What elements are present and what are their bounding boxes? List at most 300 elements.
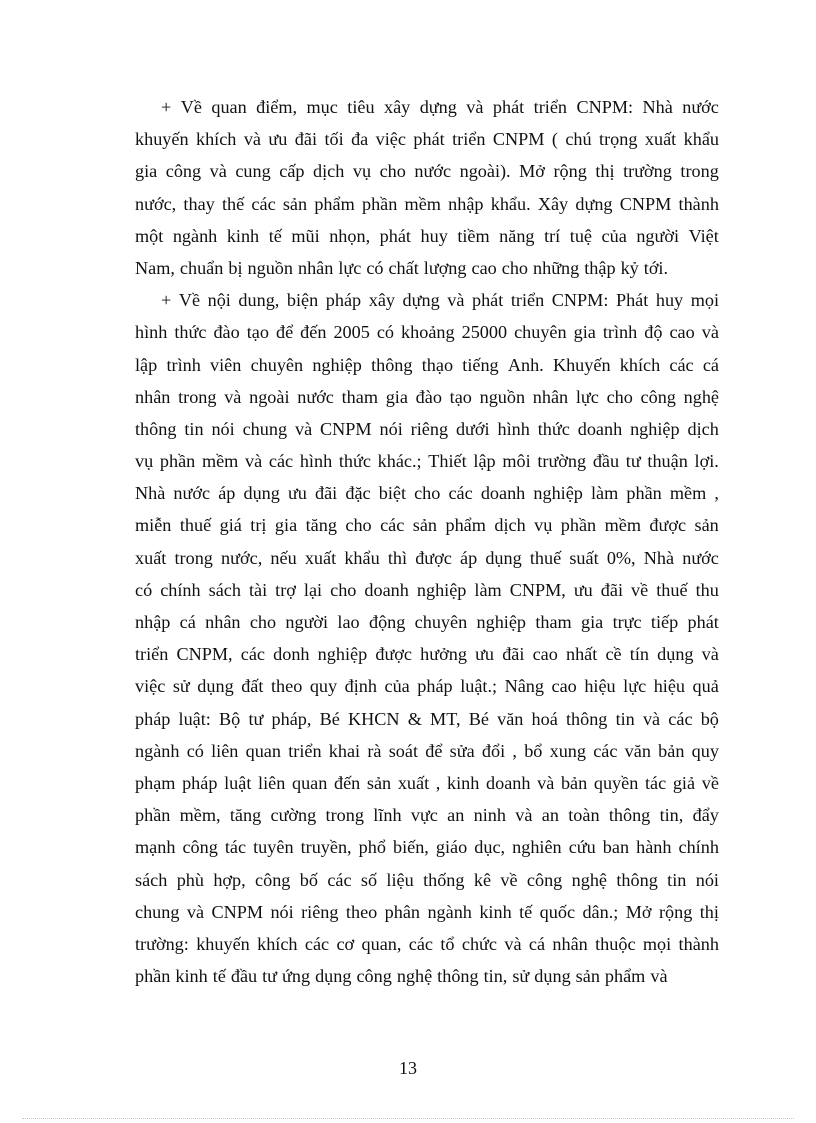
word: tế (519, 901, 533, 922)
word: Nhà (643, 547, 675, 568)
word: Anh. (507, 354, 544, 375)
word: các (668, 708, 693, 729)
word: lại (303, 579, 323, 600)
word: hình (497, 418, 530, 439)
word: tuệ (569, 225, 592, 246)
word: phần (159, 451, 196, 472)
word: nói (379, 418, 403, 439)
page-bottom-rule (22, 1118, 794, 1119)
text-line (135, 284, 719, 316)
word: nghiên (512, 837, 562, 858)
word: pháp, (271, 708, 312, 729)
word: tối (324, 129, 344, 150)
word: gia (135, 161, 158, 182)
word: phẩm (445, 515, 486, 536)
word: và (701, 644, 719, 665)
word: quy (309, 676, 338, 697)
word: năng (499, 225, 535, 246)
word: tin, (659, 805, 684, 826)
text-line (135, 477, 719, 509)
word: CNPM (619, 193, 672, 214)
word: dục, (474, 837, 506, 858)
word: thông (608, 805, 651, 826)
word: sản (575, 966, 600, 987)
word: xây (368, 290, 395, 311)
word: vụ (534, 515, 553, 536)
word: nhập (135, 612, 171, 632)
word: cho (330, 579, 357, 600)
word: mềm, (179, 805, 221, 826)
word: thế (221, 193, 245, 214)
word: mềm (404, 193, 441, 214)
word: cá (179, 612, 196, 632)
word: dân.; (582, 901, 619, 922)
word: văn (624, 740, 651, 761)
word: tin (184, 418, 204, 439)
word: huy (420, 225, 448, 246)
word: & (407, 708, 422, 729)
word: tế (268, 225, 282, 246)
word: khẩu (683, 129, 719, 150)
word: các (304, 933, 330, 954)
word: triển (452, 129, 486, 150)
word: và (224, 386, 242, 407)
text-line (135, 413, 719, 445)
word: lượng (423, 257, 467, 278)
text-line (135, 252, 719, 284)
word: nước (297, 386, 334, 407)
word: dụng (534, 966, 571, 987)
word: chung (135, 901, 180, 922)
word: tin, (483, 966, 508, 987)
word: nghiệp (416, 579, 467, 600)
word: mục (306, 97, 338, 117)
word: trường (623, 161, 672, 182)
word: soát (388, 740, 419, 761)
word: tham (535, 612, 572, 632)
word: nghiệp (630, 418, 680, 439)
word: bản (560, 772, 588, 793)
word: an (447, 805, 465, 826)
word: dụng (485, 547, 522, 568)
word: hình (299, 451, 333, 472)
word: phân (384, 901, 421, 922)
word: thành (678, 933, 719, 954)
word: quả (692, 676, 719, 697)
word: thuế (529, 547, 562, 568)
word: trình (166, 354, 201, 375)
word: kê (473, 869, 492, 890)
text-line (135, 960, 719, 992)
word: biện (286, 290, 319, 311)
word: được (415, 547, 452, 568)
word: làm (591, 483, 619, 504)
word: Bộ (219, 708, 241, 729)
word: Nhà (642, 97, 673, 117)
word: nước, (135, 193, 177, 214)
word: giáo (435, 837, 468, 858)
word: phẩm (314, 193, 355, 214)
word: miễn (135, 515, 172, 536)
word: trong (178, 386, 217, 407)
word: kinh (226, 225, 260, 246)
word: cơ (336, 933, 355, 954)
word: cho (501, 257, 529, 278)
word: thạo (421, 354, 454, 375)
word: có (135, 579, 153, 600)
word: lực (623, 676, 647, 697)
word: vụ (135, 451, 154, 472)
word: đổi (481, 740, 506, 761)
word: việc (135, 676, 166, 697)
word: thuộc (595, 933, 636, 954)
word: làm (474, 579, 502, 600)
word: gia (385, 386, 408, 407)
word: phần (560, 515, 597, 536)
word: tạo (246, 322, 269, 343)
word: dịch (494, 515, 526, 536)
word: doanh (577, 418, 623, 439)
word: nói (695, 869, 719, 890)
word: thì (387, 547, 408, 568)
word: xung (549, 740, 586, 761)
word: ưu (268, 129, 288, 150)
word: thuận (647, 451, 688, 472)
word: nhân (135, 386, 171, 407)
word: lực (338, 257, 362, 278)
word: sản (694, 515, 719, 536)
word: ưu (475, 644, 495, 665)
word: triển (135, 644, 169, 665)
word: KHCN (348, 708, 400, 729)
word: để (275, 322, 294, 343)
word: phát (492, 97, 525, 117)
word: xuất (135, 547, 167, 568)
word: trong (325, 805, 364, 826)
word: xuất (397, 772, 430, 793)
word: nghệ (396, 966, 433, 987)
word: pháp (325, 290, 362, 311)
text-line (135, 123, 719, 155)
word: Về (178, 290, 201, 311)
word: được (649, 515, 687, 536)
text-line (135, 896, 719, 928)
word: phát (413, 129, 445, 150)
word: rộng (553, 161, 587, 182)
word: phù (176, 869, 204, 890)
word: nước (173, 483, 211, 504)
word: nhân (552, 933, 588, 954)
word: an (541, 805, 559, 826)
word: thị (699, 901, 719, 922)
text-line (135, 606, 719, 638)
word: ứng (282, 966, 311, 987)
word: các (669, 354, 694, 375)
text-line (135, 316, 719, 348)
word: và (504, 933, 522, 954)
word: kỷ (620, 257, 639, 278)
word: giá (219, 515, 242, 536)
word: tư (262, 966, 278, 987)
word: chính (678, 837, 719, 858)
word: các (268, 451, 294, 472)
word: và (245, 451, 263, 472)
word: tác (644, 772, 667, 793)
word: theo (270, 676, 303, 697)
word: CNPM, (176, 644, 233, 665)
word: nói (211, 418, 235, 439)
word: , (512, 740, 517, 761)
word: tăng (229, 805, 262, 826)
text-line (135, 542, 719, 574)
text-line (135, 767, 719, 799)
word: đãi (502, 644, 525, 665)
word: chuẩn (179, 257, 224, 278)
word: sách (135, 869, 168, 890)
word: người (636, 225, 680, 246)
word: mềm (201, 451, 239, 472)
word: lực (575, 386, 599, 407)
word: liên (211, 740, 239, 761)
word: pháp (182, 772, 218, 793)
word: Bé (319, 708, 340, 729)
text-line (135, 349, 719, 381)
word: thức (338, 451, 371, 472)
word: khích (257, 933, 298, 954)
word: viên (210, 354, 242, 375)
word: nếu (270, 547, 297, 568)
word: động (368, 612, 406, 632)
word: trường: (135, 933, 189, 954)
text-line (135, 703, 719, 735)
body-text (135, 91, 719, 992)
word: thức (174, 322, 207, 343)
text-line (135, 799, 719, 831)
word: trình (602, 322, 638, 343)
word: thống (423, 869, 465, 890)
word: nước (682, 97, 719, 117)
word: đãi (294, 129, 318, 150)
word: có (376, 322, 395, 343)
word: bản (658, 740, 685, 761)
word: dụng (657, 644, 694, 665)
word: cao (532, 644, 558, 665)
word: cho (379, 161, 406, 182)
word: thuế (656, 579, 688, 600)
word: , (435, 772, 441, 793)
word: áp (460, 547, 478, 568)
word: CNPM, (509, 579, 566, 600)
word: cho (345, 515, 372, 536)
word: quan (245, 740, 281, 761)
word: CNPM (492, 129, 545, 150)
word: công (356, 966, 392, 987)
word: hiệu (653, 676, 686, 697)
word: nói (270, 901, 294, 922)
word: thông (371, 354, 413, 375)
word: xây (384, 97, 411, 117)
word: tới. (643, 257, 669, 278)
word: thông (616, 869, 658, 890)
word: mạnh (135, 837, 176, 858)
word: + (161, 290, 172, 311)
word: và (515, 805, 533, 826)
word: ngành (135, 740, 180, 761)
word: liệu (386, 869, 414, 890)
word: sản (366, 772, 392, 793)
word: phạm (135, 772, 176, 793)
word: văn (497, 708, 524, 729)
word: Việt (688, 225, 719, 246)
word: các (251, 193, 276, 214)
word: 0%, (606, 547, 636, 568)
word: nghiệp (533, 483, 583, 504)
word: và (466, 97, 484, 117)
word: và (447, 290, 465, 311)
word: dựng (402, 290, 440, 311)
word: tăng (305, 515, 337, 536)
word: cá (528, 933, 546, 954)
word: khuyến (196, 933, 250, 954)
word: Nâng (504, 676, 544, 697)
word: của (384, 676, 410, 697)
word: và (642, 708, 661, 729)
word: Bé (468, 708, 489, 729)
text-line (135, 864, 719, 896)
word: cá (702, 354, 719, 375)
word: tài (248, 579, 268, 600)
text-line (135, 509, 719, 541)
word: toàn (568, 805, 600, 826)
word: thu (695, 579, 719, 600)
word: ngoài). (459, 161, 511, 182)
word: mũi (291, 225, 320, 246)
word: phát (379, 225, 411, 246)
word: Thiết (428, 451, 467, 472)
word: sử (172, 676, 190, 697)
word: quyền (593, 772, 639, 793)
word: để (425, 740, 443, 761)
word: giả (672, 772, 696, 793)
word: phẩm (604, 966, 646, 987)
word: chuyên (514, 322, 567, 343)
text-line (135, 155, 719, 187)
word: phát (687, 612, 719, 632)
word: các (327, 869, 352, 890)
text-line (135, 445, 719, 477)
word: cề (605, 644, 622, 665)
word: riêng (301, 901, 339, 922)
word: khác.; (377, 451, 422, 472)
word: triển (510, 290, 545, 311)
word: ưu (287, 483, 307, 504)
word: Mở (519, 161, 545, 182)
word: CNPM (320, 418, 372, 439)
word: cao (471, 257, 497, 278)
word: dụng (197, 676, 234, 697)
word: của (601, 225, 627, 246)
word: rộng (658, 901, 693, 922)
word: , (714, 483, 719, 504)
word: cường (270, 805, 317, 826)
word: và (537, 772, 555, 793)
word: thành (678, 193, 719, 214)
word: sản (282, 193, 308, 214)
word: cho (414, 483, 441, 504)
word: CNPM: (551, 290, 609, 311)
word: lập (473, 451, 496, 472)
word: sản (412, 515, 438, 536)
word: nghiệp (317, 644, 368, 665)
word: và (701, 322, 719, 343)
word: phổ (358, 837, 386, 858)
word: gia (581, 612, 604, 632)
text-line (135, 831, 719, 863)
word: phần (135, 805, 171, 826)
word: trường (537, 451, 587, 472)
word: các (240, 644, 265, 665)
word: và (186, 901, 205, 922)
word: khích (195, 129, 237, 150)
word: tín (629, 644, 649, 665)
word: dịch (687, 418, 719, 439)
word: chuyên (414, 612, 468, 632)
word: về (701, 772, 719, 793)
page-number: 13 (399, 1058, 417, 1078)
word: có (186, 740, 204, 761)
word: quan (291, 772, 328, 793)
word: và (243, 129, 261, 150)
word: phát (471, 290, 504, 311)
word: nhân (205, 612, 241, 632)
word: xuất (644, 129, 677, 150)
word: công (182, 837, 218, 858)
word: tin (667, 869, 687, 890)
word: và (650, 966, 668, 987)
word: lao (337, 612, 360, 632)
word: sử (512, 966, 530, 987)
word: Nhà (135, 483, 166, 504)
word: xuất (304, 547, 337, 568)
word: độ (644, 322, 663, 343)
word: trí (544, 225, 561, 246)
word: bổ (524, 740, 543, 761)
word: cho (606, 386, 633, 407)
word: chú (565, 129, 592, 150)
word: sửa (449, 740, 475, 761)
word: những (533, 257, 580, 278)
text-line (135, 670, 719, 702)
word: Khuyến (552, 354, 611, 375)
word: các (448, 483, 473, 504)
word: triển (288, 740, 322, 761)
word: tiềm (457, 225, 490, 246)
word: nhập (448, 193, 484, 214)
word: cứu (568, 837, 596, 858)
text-line (135, 638, 719, 670)
word: suất (569, 547, 599, 568)
word: theo (345, 901, 378, 922)
word: đến (333, 772, 361, 793)
word: dụng (315, 966, 352, 987)
word: huy (655, 290, 684, 311)
word: lập (135, 354, 158, 375)
word: tuyên (253, 837, 294, 858)
word: hoá (531, 708, 558, 729)
word: trực (612, 612, 642, 632)
word: tin (615, 708, 635, 729)
word: ban (602, 837, 630, 858)
